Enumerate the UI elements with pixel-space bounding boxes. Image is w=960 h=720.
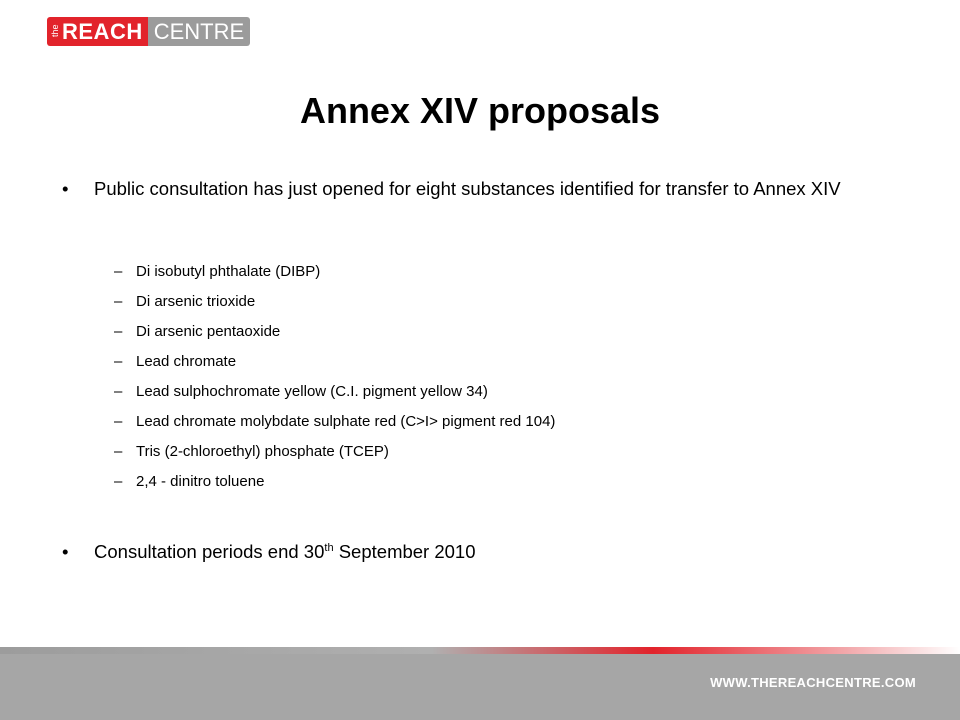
logo-reach: REACH [62, 18, 143, 44]
substance-item [114, 292, 555, 322]
bullet-dot: • [62, 178, 69, 199]
dash-marker: – [114, 473, 123, 490]
footer-url: WWW.THEREACHCENTRE.COM [710, 675, 916, 690]
substance-item [114, 262, 555, 292]
substance-text: Di isobutyl phthalate (DIBP) [136, 263, 321, 280]
bullet-item [62, 177, 862, 201]
bullet-dot: • [62, 541, 69, 562]
logo-centre: CENTRE [153, 18, 245, 44]
footer-gradient-strip [0, 647, 960, 654]
ordinal-suffix: th [324, 541, 334, 554]
bullet-text [94, 540, 476, 564]
substance-list [114, 262, 555, 502]
substance-item [114, 322, 555, 352]
logo-grey-block [148, 17, 250, 46]
dash-marker: – [114, 443, 123, 460]
substance-item [114, 442, 555, 472]
substance-item [114, 472, 555, 502]
substance-text: Tris (2-chloroethyl) phosphate (TCEP) [136, 443, 389, 460]
dash-marker: – [114, 413, 123, 430]
dash-marker: – [114, 353, 123, 370]
dash-marker: – [114, 263, 123, 280]
substance-text: Lead chromate [136, 353, 237, 370]
reach-centre-logo [47, 17, 250, 46]
substance-item [114, 352, 555, 382]
bullet-text: Public consultation has just opened for eight substances identified for transfer to Annex XIV [94, 178, 841, 199]
consultation-date: September 2010 [333, 541, 476, 562]
dash-marker: – [114, 383, 123, 400]
logo-red-block [47, 17, 148, 46]
logo-the: the [50, 23, 60, 37]
substance-text: Di arsenic trioxide [136, 293, 256, 310]
substance-text: 2,4 - dinitro toluene [136, 473, 265, 490]
substance-text: Lead chromate molybdate sulphate red (C>I> pigment red 104) [136, 413, 556, 430]
bullet-item [62, 540, 862, 564]
substance-text: Lead sulphochromate yellow (C.I. pigment yellow 34) [136, 383, 488, 400]
footer-bar [0, 647, 960, 720]
substance-item [114, 412, 555, 442]
dash-marker: – [114, 323, 123, 340]
substance-text: Di arsenic pentaoxide [136, 323, 281, 340]
substance-item [114, 382, 555, 412]
consultation-text: Consultation periods end 30 [94, 541, 325, 562]
dash-marker: – [114, 293, 123, 310]
slide-title: Annex XIV proposals [299, 90, 661, 131]
